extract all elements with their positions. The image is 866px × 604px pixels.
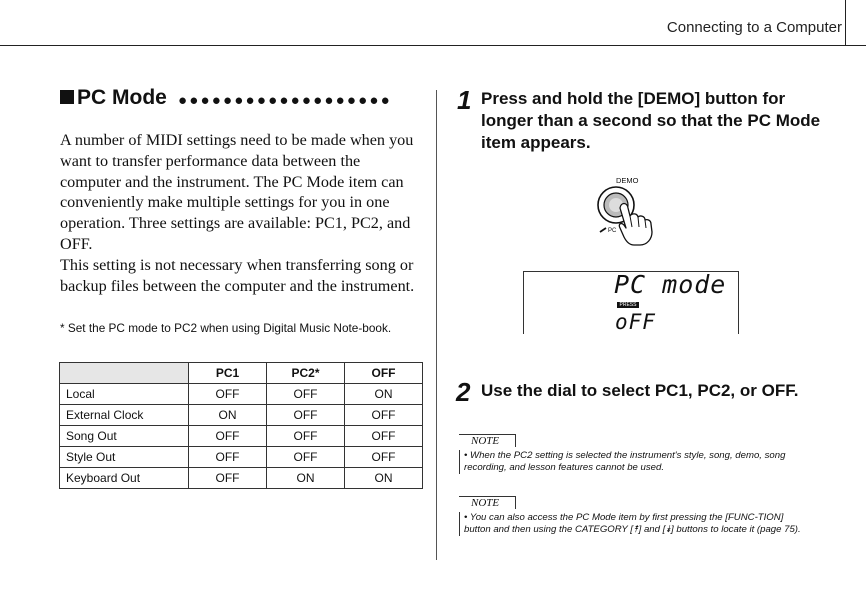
table-row <box>60 468 423 489</box>
table-cell: ON <box>345 468 423 489</box>
square-bullet-icon <box>60 90 74 104</box>
note-body: • When the PC2 setting is selected the instrument's style, song, demo, song recording, and lesson features cannot be used. <box>459 450 804 474</box>
table-cell: OFF <box>189 426 267 447</box>
table-cell: OFF <box>189 447 267 468</box>
settings-table <box>59 362 423 489</box>
table-row-name: Song Out <box>60 426 189 447</box>
note-body: • You can also access the PC Mode item by first pressing the [FUNC-TION] button and then using the CATEGORY [⯭] and [⯯] buttons to locate it (page 75). <box>459 512 804 536</box>
note-label: NOTE <box>459 434 516 447</box>
table-header-off: OFF <box>345 363 423 384</box>
note-2 <box>459 493 804 536</box>
lcd-line-1: PC mode <box>614 270 727 299</box>
lcd-line-2: oFF <box>615 310 656 334</box>
table-row-name: External Clock <box>60 405 189 426</box>
table-cell: OFF <box>267 426 345 447</box>
table-cell: OFF <box>345 447 423 468</box>
table-row-name: Style Out <box>60 447 189 468</box>
step-1-number: 1 <box>457 85 472 115</box>
header-rule <box>0 45 866 46</box>
note-label: NOTE <box>459 496 516 509</box>
demo-button-illustration <box>590 172 670 257</box>
header-side-rule <box>845 0 846 45</box>
table-header-pc2: PC2* <box>267 363 345 384</box>
table-row-name: Keyboard Out <box>60 468 189 489</box>
table-cell: OFF <box>267 447 345 468</box>
table-cell: OFF <box>345 405 423 426</box>
paragraph-2: This setting is not necessary when transferring song or backup files between the computer and the instrument. <box>60 255 415 295</box>
table-cell: OFF <box>267 405 345 426</box>
step-2-number: 2 <box>456 377 471 407</box>
table-row <box>60 447 423 468</box>
table-header-blank <box>60 363 189 384</box>
body-text <box>60 130 420 296</box>
table-header-row <box>60 363 423 384</box>
note-1 <box>459 431 804 474</box>
section-title <box>60 86 167 110</box>
table-cell: OFF <box>345 426 423 447</box>
table-header-pc1: PC1 <box>189 363 267 384</box>
step-1-text: Press and hold the [DEMO] button for longer than a second so that the PC Mode item appears. <box>481 89 821 152</box>
table-cell: OFF <box>267 384 345 405</box>
paragraph-1: A number of MIDI settings need to be made when you want to transfer performance data between the computer and the instrument. The PC Mode item can conveniently make multiple settings for you in one operation. Three settings are available: PC1, PC2, and OFF. <box>60 131 414 253</box>
table-row-name: Local <box>60 384 189 405</box>
table-row <box>60 384 423 405</box>
demo-button-label: DEMO <box>616 176 639 185</box>
table-row <box>60 405 423 426</box>
section-title-text: PC Mode <box>77 86 167 109</box>
column-divider <box>436 90 437 560</box>
table-row <box>60 426 423 447</box>
table-cell: ON <box>189 405 267 426</box>
table-cell: ON <box>345 384 423 405</box>
footnote: * Set the PC mode to PC2 when using Digital Music Note-book. <box>60 321 392 335</box>
page-header-title: Connecting to a Computer <box>666 19 842 36</box>
lcd-press-hold-indicator: PRESS <box>617 302 639 308</box>
table-cell: ON <box>267 468 345 489</box>
pressing-hand-icon <box>590 172 670 252</box>
step-2-text: Use the dial to select PC1, PC2, or OFF. <box>481 381 799 400</box>
table-cell: OFF <box>189 468 267 489</box>
table-cell: OFF <box>189 384 267 405</box>
section-title-dots: ●●●●●●●●●●●●●●●●●●● <box>178 92 392 109</box>
pc-sub-label: PC <box>608 228 617 234</box>
